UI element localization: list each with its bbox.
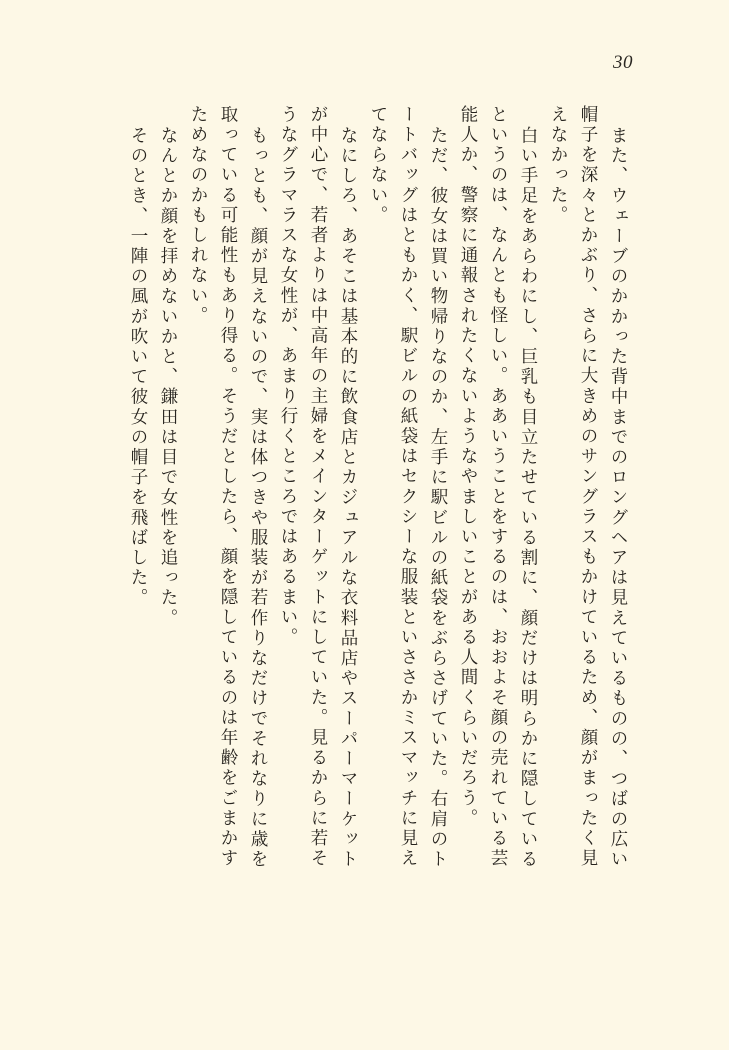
text-column: ためなのかもしれない。 (188, 105, 208, 327)
text-column: なんとか顔を拝めないかと、鎌田は目で女性を追った。 (158, 126, 178, 629)
text-column: 白い手足をあらわにし、巨乳も目立たせている割に、顔だけは明らかに隠している (518, 126, 538, 870)
text-column: てならない。 (368, 105, 388, 226)
text-column: うなグラマラスな女性が、あまり行くところではあるまい。 (278, 105, 298, 648)
text-column: ートバッグはともかく、駅ビルの紙袋はセクシーな服装といささかミスマッチに見え (398, 105, 418, 869)
text-column: そのとき、一陣の風が吹いて彼女の帽子を飛ばした。 (128, 126, 148, 609)
text-column: 取っている可能性もあり得る。そうだとしたら、顔を隠しているのは年齢をごまかす (218, 105, 238, 869)
text-column: というのは、なんとも怪しい。ああいうことをするのは、おおよそ顔の売れている芸 (488, 105, 508, 869)
text-column: 帽子を深々とかぶり、さらに大きめのサングラスもかけているため、顔がまったく見 (578, 105, 598, 869)
text-column: ただ、彼女は買い物帰りなのか、左手に駅ビルの紙袋をぶらさげていた。右肩のト (428, 126, 448, 870)
text-column: もっとも、顔が見えないので、実は体つきや服装が若作りなだけでそれなりに歳を (248, 126, 268, 870)
text-column: が中心で、若者よりは中高年の主婦をメインターゲットにしていた。見るからに若そ (308, 105, 328, 869)
text-column: また、ウェーブのかかった背中までのロングヘアは見えているものの、つばの広い (608, 126, 628, 870)
vertical-text-body (78, 105, 633, 1005)
text-column: えなかった。 (548, 105, 568, 226)
page-number: 30 (613, 52, 633, 73)
text-column: 能人か、警察に通報されたくないようなやましいことがある人間くらいだろう。 (458, 105, 478, 829)
text-column: なにしろ、あそこは基本的に飲食店とカジュアルな衣料品店やスーパーマーケット (338, 126, 358, 870)
